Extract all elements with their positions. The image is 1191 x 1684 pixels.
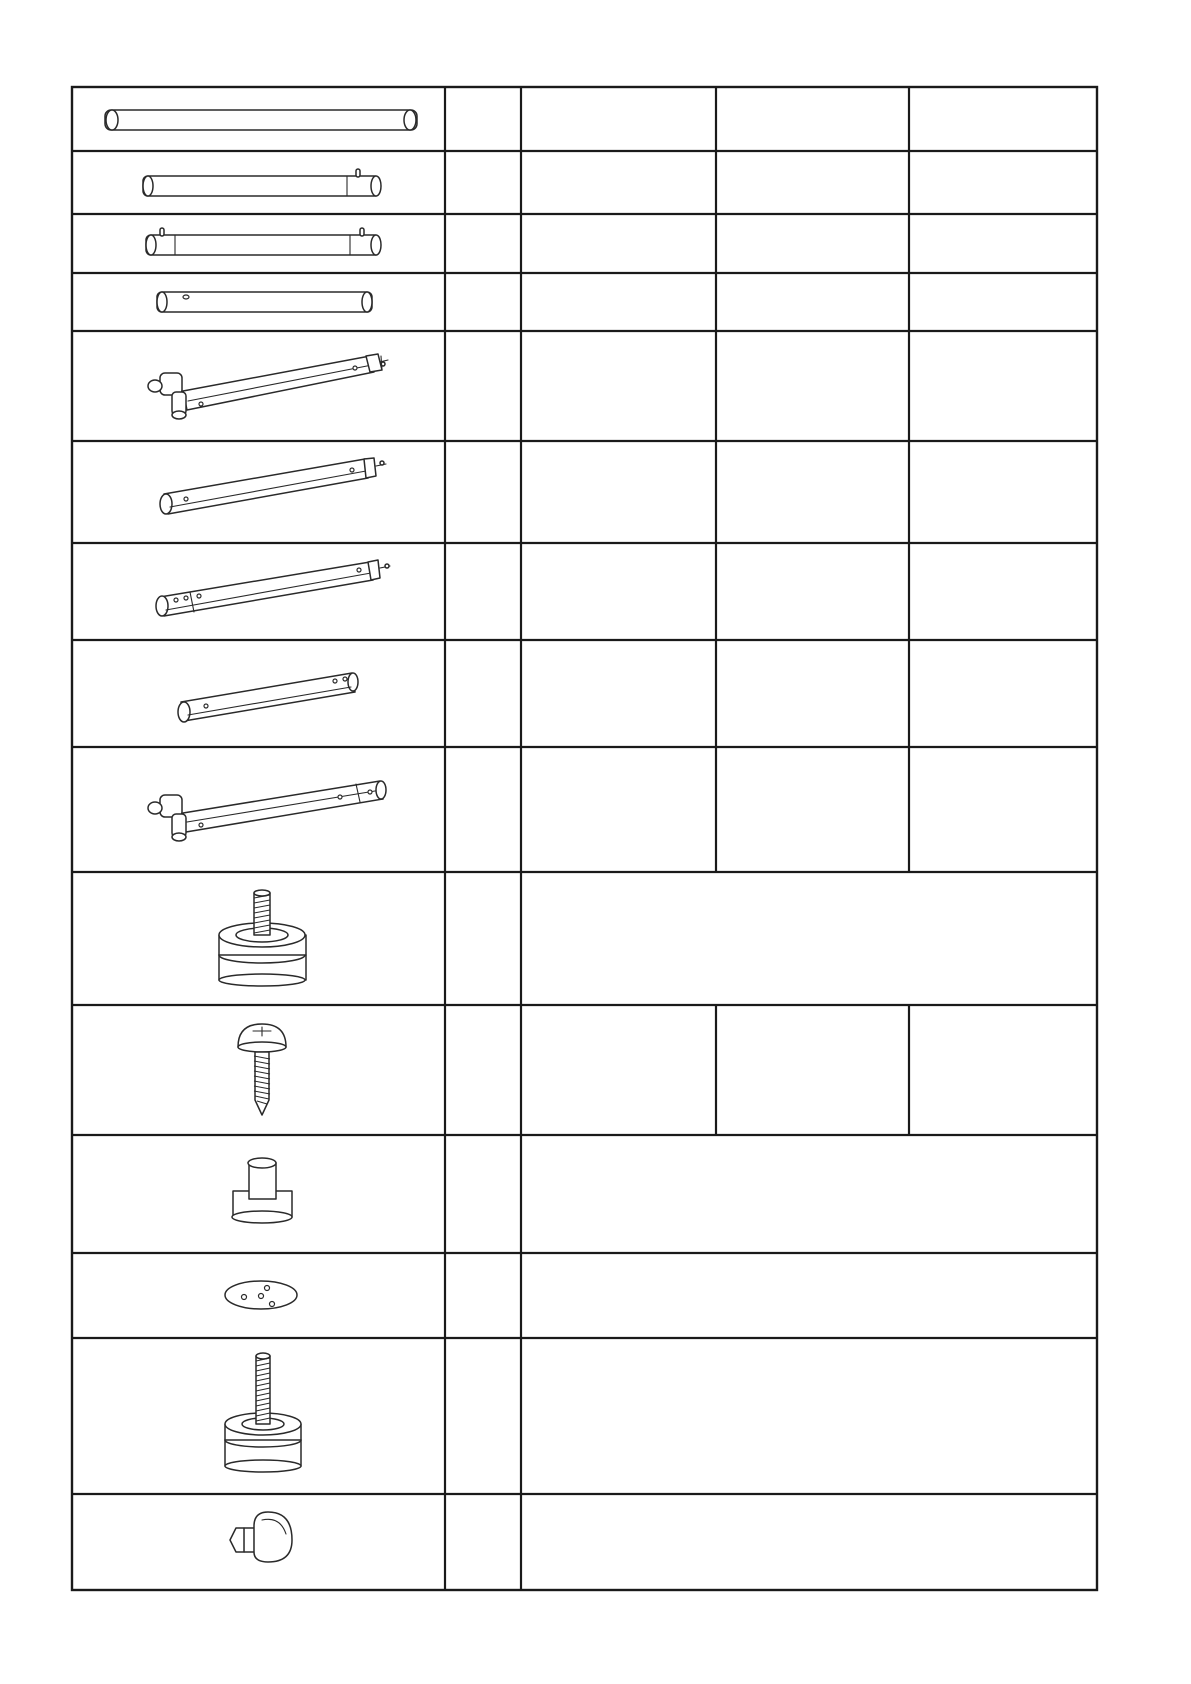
column-dividers — [445, 87, 909, 1590]
tube-with-clamp-icon — [148, 781, 386, 841]
leveling-foot-icon — [219, 890, 306, 986]
long-leveling-foot-icon — [225, 1353, 301, 1472]
short-tube-with-hole-icon — [157, 292, 372, 312]
acorn-nut-icon — [230, 1512, 292, 1562]
tube-with-two-pins-icon — [146, 228, 381, 255]
open-short-tube-icon — [178, 673, 358, 722]
open-tube-with-pin-icon — [160, 458, 386, 514]
tube-with-end-pin-icon — [143, 169, 381, 196]
end-cap-icon — [232, 1158, 292, 1223]
phillips-screw-icon — [238, 1024, 286, 1115]
perforated-tube-with-pin-icon — [156, 560, 390, 616]
long-tube-icon — [105, 110, 417, 130]
three-hole-disc-icon — [225, 1281, 297, 1309]
tube-with-clamp-and-pin-icon — [148, 354, 388, 419]
